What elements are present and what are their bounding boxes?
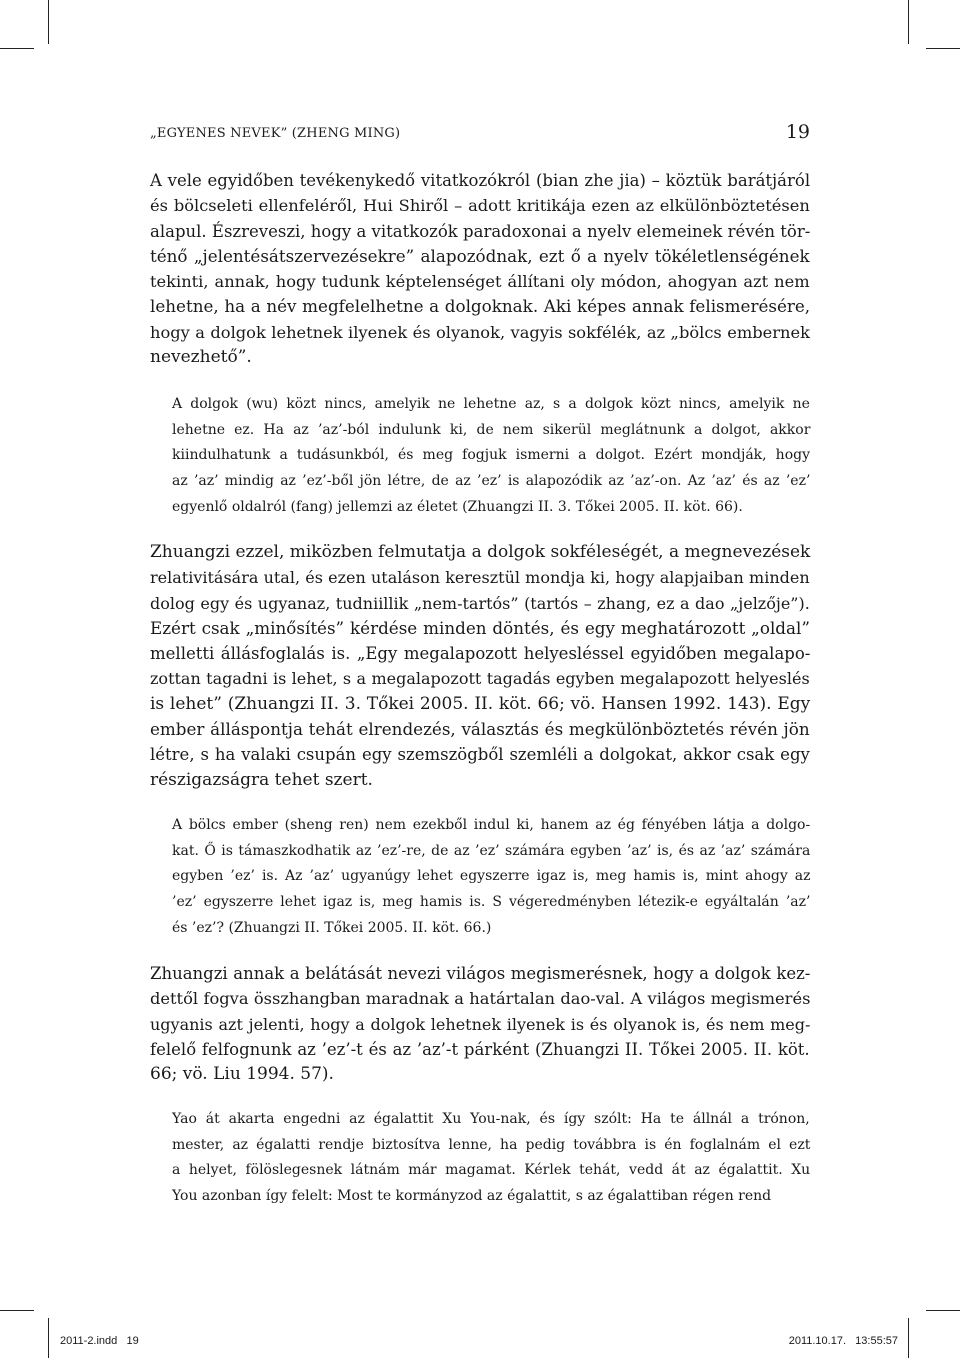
text-line: Zhuangzi ezzel, miközben felmutatja a dolgok sokféleségét, a megnevezések	[150, 542, 811, 562]
quote-line: A dolgok (wu) közt nincs, amelyik ne lehetne az, s a dolgok közt nincs, amelyik ne	[172, 396, 810, 412]
block-quote-3	[172, 1107, 810, 1210]
body-paragraph-3	[150, 961, 810, 1087]
quote-line: a helyet, fölöslegesnek látnám már magamat. Kérlek tehát, vedd át az égalattit. Xu	[172, 1162, 811, 1179]
text-line: Ezért csak „minősítés” kérdése minden döntés, és egy meghatározott „oldal”	[150, 617, 810, 638]
footer-timestamp: 2011.10.17. 13:55:57	[788, 1335, 898, 1347]
text-line: nevezhető”.	[150, 347, 252, 368]
quote-line: mester, az égalatti rendje biztosítva lenne, ha pedig továbbra is én foglalnám el ezt	[172, 1136, 811, 1153]
quote-line: kat. Ő is támaszkodhatik az ’ez’-re, de az ’ez’ számára egyben ’az’ is, és az ’az’ számára	[172, 842, 811, 859]
block-quote-1	[172, 392, 810, 521]
text-line: létre, s ha valaki csupán egy szemszögből szemléli a dolgokat, akkor csak egy	[150, 745, 810, 765]
text-line: melletti állásfoglalás is. „Egy megalapozott helyesléssel egyidőben megalapo-	[150, 644, 811, 664]
text-line: 66; vö. Liu 1994. 57).	[150, 1064, 334, 1085]
text-line: Zhuangzi annak a belátását nevezi világos megismerésnek, hogy a dolgok kez-	[150, 964, 811, 983]
body-paragraph-1	[150, 168, 810, 370]
crop-mark-bottom-right-h	[926, 1310, 960, 1311]
quote-line: You azonban így felelt: Most te kormányzod az égalattit, s az égalattiban régen rend	[172, 1188, 772, 1205]
text-line: részigazságra tehet szert.	[150, 769, 373, 790]
text-line: A vele egyidőben tevékenykedő vitatkozókról (bian zhe jia) – köztük barátjáról	[150, 171, 811, 190]
text-line: hogy a dolgok lehetnek ilyenek és olyanok, vagyis sokfélék, az „bölcs embernek	[150, 322, 810, 342]
quote-line: az ’az’ mindig az ’ez’-ből jön létre, de az ’ez’ is alapozódik az ’az’-on. Az ’az’ és az ’ez’	[172, 473, 811, 490]
text-line: dolog egy és ugyanaz, tudniillik „nem-tartós” (tartós – zhang, ez a dao „jelzője”).	[150, 593, 810, 613]
text-line: is lehet” (Zhuangzi II. 3. Tőkei 2005. II. köt. 66; vö. Hansen 1992. 143). Egy	[150, 693, 811, 714]
crop-mark-bottom-right	[908, 1318, 909, 1358]
body-paragraph-2	[150, 540, 810, 793]
quote-line: lehetne ez. Ha az ’az’-ból indulunk ki, de nem sikerül meglátnunk a dolgot, akkor	[172, 421, 811, 438]
crop-mark-bottom-left	[48, 1318, 49, 1358]
text-line: ember álláspontja tehát elrendezés, választás és megkülönböztetés révén jön	[150, 719, 810, 740]
crop-mark-top-left-h	[0, 48, 34, 49]
text-line: dettől fogva összhangban maradnak a határtalan dao-val. A világos megismerés	[150, 989, 811, 1009]
text-line: ugyanis azt jelenti, hogy a dolgok lehetnek ilyenek is és olyanok is, és nem meg-	[150, 1014, 811, 1034]
crop-mark-top-right-h	[926, 48, 960, 49]
text-line: felelő felfognunk az ’ez’-t és az ’az’-t párként (Zhuangzi II. Tőkei 2005. II. köt.	[150, 1039, 810, 1059]
quote-line: egyenlő oldalról (fang) jellemzi az életet (Zhuangzi II. 3. Tőkei 2005. II. köt. 66).	[172, 498, 743, 515]
quote-line: A bölcs ember (sheng ren) nem ezekből indul ki, hanem az ég fényében látja a dolgo-	[172, 817, 811, 833]
running-head: „EGYENES NEVEK” (ZHENG MING)	[150, 126, 401, 141]
block-quote-2	[172, 813, 810, 942]
quote-line: kiindulhatunk a tudásunkból, és meg fogjuk ismerni a dolgot. Ezért mondják, hogy	[172, 447, 811, 464]
footer-file-info: 2011-2.indd 19	[60, 1335, 139, 1347]
crop-mark-top-left	[48, 0, 49, 44]
quote-line: és ’ez’? (Zhuangzi II. Tőkei 2005. II. köt. 66.)	[172, 919, 492, 936]
quote-line: egyben ’ez’ is. Az ’az’ ugyanúgy lehet egyszerre igaz is, meg hamis is, mint ahogy az	[172, 868, 811, 885]
text-line: alapul. Észreveszi, hogy a vitatkozók paradoxonai a nyelv elemeinek révén tör-	[150, 221, 811, 241]
text-line: ténő „jelentésátszervezésekre” alapozódnak, ezt ő a nyelv tökéletlenségének	[150, 245, 810, 266]
text-line: és bölcseleti ellenfeléről, Hui Shiről – adott kritikája ezen az elkülönböztetésen	[150, 196, 810, 216]
text-line: tekinti, annak, hogy tudunk képtelenséget állítani oly módon, ahogyan azt nem	[150, 272, 810, 292]
quote-line: ’ez’ egyszerre lehet igaz is, meg hamis is. S végeredményben létezik-e egyáltalán ’az’	[172, 894, 811, 911]
page-number: 19	[785, 121, 810, 143]
text-line: zottan tagadni is lehet, s a megalapozott tagadás egyben megalapozott helyeslés	[150, 669, 810, 689]
crop-mark-bottom-left-h	[0, 1310, 34, 1311]
text-line: relativitására utal, és ezen utaláson keresztül mondja ki, hogy alapjaiban minden	[150, 568, 810, 588]
quote-line: Yao át akarta engedni az égalattit Xu You-nak, és így szólt: Ha te állnál a trónon,	[172, 1111, 810, 1127]
crop-mark-top-right	[908, 0, 909, 44]
text-line: lehetne, ha a név megfelelhetne a dolgoknak. Aki képes annak felismerésére,	[150, 296, 811, 317]
